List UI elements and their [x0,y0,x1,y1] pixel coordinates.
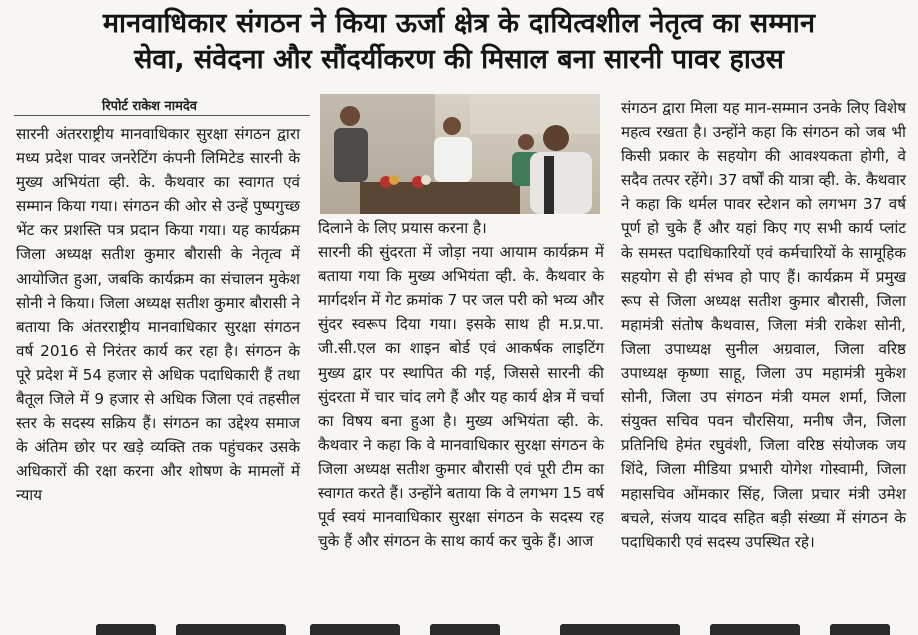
byline: रिपोर्ट राकेश नामदेव [102,99,198,114]
headline-line-1: मानवाधिकार संगठन ने किया ऊर्जा क्षेत्र के दायित्वशील नेतृत्व का सम्मान [102,8,816,39]
news-photo [320,94,600,214]
byline-divider [14,115,310,116]
column-1-text: सारनी अंतरराष्ट्रीय मानवाधिकार सुरक्षा संगठन द्वारा मध्य प्रदेश पावर जनरेटिंग कंपनी लिमिटेड सारनी के मुख्य अभियंता व्ही. के. कैथवार का स्वागत एवं सम्मान किया गया। संगठन की ओर से उन्हें पुष्पगुच्छ भेंट कर प्रशस्ति पत्र प्रदान किया गया। यह कार्यक्रम जिला अध्यक्ष सतीश कुमार बौरासी के नेतृत्व में आयोजित हुआ, जबकि कार्यक्रम का संचालन मुकेश सोनी ने किया। जिला अध्यक्ष सतीश कुमार बौरासी ने बताया कि अंतरराष्ट्रीय मानवाधिकार सुरक्षा संगठन वर्ष 2016 से निरंतर कार्य कर रहा है। संगठन के पूरे प्रदेश में 54 हजार से अधिक पदाधिकारी हैं तथा बैतूल जिले में 9 हजार से अधिक जिला एवं तहसील स्तर के सदस्य सक्रिय हैं। संगठन का उद्देश्य समाज के अंतिम छोर पर खड़े व्यक्ति तक पहुंचकर उसके अधिकारों की रक्षा करना और शोषण के मामलों में न्याय [16,125,300,505]
headline-line-2: सेवा, संवेदना और सौंदर्यीकरण की मिसाल बना सारनी पावर हाउस [134,44,784,75]
headline [0,6,918,78]
article-column-1 [16,122,300,508]
article-column-3 [621,96,906,554]
column-2-text: सारनी की सुंदरता में जोड़ा नया आयाम कार्यक्रम में बताया गया कि मुख्य अभियंता व्ही. के. कैथवार के मार्गदर्शन में गेट क्रमांक 7 पर जल परी को भव्य और सुंदर स्वरूप दिया गया। इसके साथ ही म.प्र.पा. जी.सी.एल का शाइन बोर्ड एवं आकर्षक लाइटिंग मुख्य द्वार पर स्थापित की गई, जिससे सारनी की सुंदरता में चार चांद लगे हैं और यह कार्य क्षेत्र में चर्चा का विषय बना हुआ है। मुख्य अभियंता व्ही. के. कैथवार ने कहा कि वे मानवाधिकार सुरक्षा संगठन के जिला अध्यक्ष सतीश कुमार बौरासी एवं पूरी टीम का स्वागत करते हैं। उन्होंने बताया कि वे लगभग 15 वर्ष पूर्व स्वयं मानवाधिकार सुरक्षा संगठन के सदस्य रह चुके हैं और संगठन के साथ कार्य कर चुके हैं। आज [318,243,604,551]
next-article-cutoff [0,618,918,635]
event-photo-illustration [320,94,600,214]
article-column-2 [318,216,604,553]
column-2-lead: दिलाने के लिए प्रयास करना है। [318,219,487,237]
column-3-text: संगठन द्वारा मिला यह मान-सम्मान उनके लिए विशेष महत्व रखता है। उन्होंने कहा कि संगठन को जब भी किसी प्रकार के सहयोग की आवश्यकता होगी, वे सदैव तत्पर रहेंगे। 37 वर्षों की यात्रा व्ही. के. कैथवार ने कहा कि थर्मल पावर स्टेशन को लगभग 37 वर्ष पूर्ण हो चुके हैं और यहां किए गए सभी कार्य प्लांट के समस्त पदाधिकारियों एवं कर्मचारियों के सामूहिक सहयोग से ही संभव हो पाए हैं। कार्यक्रम में प्रमुख रूप से जिला अध्यक्ष सतीश कुमार बौरासी, जिला महामंत्री संतोष कैथवास, जिला मंत्री राकेश सोनी, जिला उपाध्यक्ष सुनील अग्रवाल, जिला वरिष्ठ उपाध्यक्ष कृष्णा साहू, जिला उप महामंत्री मुकेश सोनी, जिला उप संगठन मंत्री यमल शर्मा, जिला संयुक्त सचिव पवन चौरसिया, मनीष जैन, जिला प्रतिनिधि हेमंत रघुवंशी, जिला वरिष्ठ संयोजक जय शिंदे, जिला मीडिया प्रभारी योगेश गोस्वामी, जिला महासचिव ओंमकार सिंह, जिला प्रचार मंत्री उमेश बचले, संजय यादव सहित बड़ी संख्या में संगठन के पदाधिकारी एवं सदस्य उपस्थित रहे। [621,99,906,551]
